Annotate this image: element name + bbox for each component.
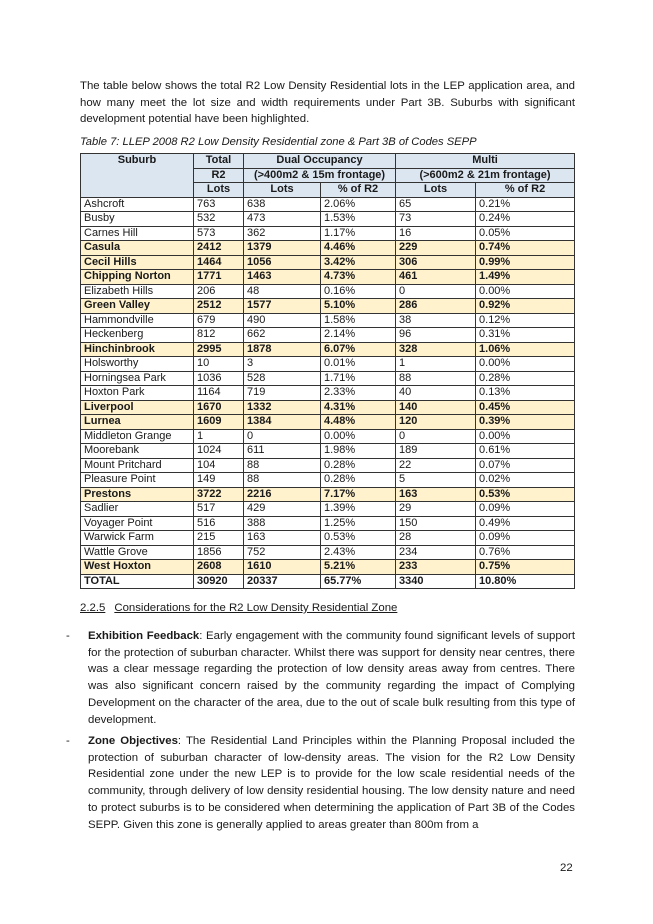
cell-suburb: Hinchinbrook	[81, 342, 194, 357]
r2-lots-table	[80, 153, 575, 589]
cell-dual-pct: 1.71%	[321, 371, 396, 386]
cell-suburb: Sadlier	[81, 502, 194, 517]
header-total-line1: Total	[194, 154, 244, 169]
cell-multi-lots: 29	[396, 502, 476, 517]
cell-dual-lots: 473	[244, 212, 321, 227]
cell-multi-pct: 0.45%	[476, 400, 575, 415]
cell-dual-lots: 1463	[244, 270, 321, 285]
cell-multi-pct: 0.61%	[476, 444, 575, 459]
cell-multi-lots: 16	[396, 226, 476, 241]
cell-dual-lots: 3	[244, 357, 321, 372]
cell-multi-lots: 150	[396, 516, 476, 531]
cell-multi-lots: 38	[396, 313, 476, 328]
table-row	[81, 226, 575, 241]
cell-dual-pct: 1.25%	[321, 516, 396, 531]
cell-dual-pct: 65.77%	[321, 574, 396, 589]
cell-dual-lots: 490	[244, 313, 321, 328]
cell-multi-pct: 0.92%	[476, 299, 575, 314]
cell-multi-lots: 229	[396, 241, 476, 256]
table-row	[81, 560, 575, 575]
cell-multi-pct: 0.12%	[476, 313, 575, 328]
cell-multi-lots: 88	[396, 371, 476, 386]
cell-dual-lots: 1610	[244, 560, 321, 575]
cell-suburb: Moorebank	[81, 444, 194, 459]
cell-multi-lots: 22	[396, 458, 476, 473]
cell-multi-pct: 0.07%	[476, 458, 575, 473]
cell-multi-lots: 163	[396, 487, 476, 502]
cell-dual-pct: 4.73%	[321, 270, 396, 285]
cell-dual-lots: 1332	[244, 400, 321, 415]
table-row	[81, 400, 575, 415]
cell-multi-lots: 5	[396, 473, 476, 488]
cell-dual-pct: 0.16%	[321, 284, 396, 299]
cell-total: 516	[194, 516, 244, 531]
header-dual-line1: Dual Occupancy	[244, 154, 396, 169]
table-row	[81, 342, 575, 357]
table-row	[81, 473, 575, 488]
cell-suburb: Cecil Hills	[81, 255, 194, 270]
cell-multi-pct: 0.00%	[476, 357, 575, 372]
cell-multi-lots: 96	[396, 328, 476, 343]
table-row	[81, 444, 575, 459]
table-row	[81, 299, 575, 314]
cell-dual-lots: 752	[244, 545, 321, 560]
cell-total: 679	[194, 313, 244, 328]
cell-dual-pct: 2.33%	[321, 386, 396, 401]
cell-multi-lots: 3340	[396, 574, 476, 589]
cell-suburb: Heckenberg	[81, 328, 194, 343]
header-total-line2: R2	[194, 168, 244, 183]
cell-dual-lots: 719	[244, 386, 321, 401]
cell-multi-lots: 328	[396, 342, 476, 357]
header-suburb: Suburb	[81, 154, 194, 198]
cell-total: 1856	[194, 545, 244, 560]
cell-total: 206	[194, 284, 244, 299]
cell-dual-pct: 2.43%	[321, 545, 396, 560]
exhibition-feedback-paragraph	[88, 628, 575, 728]
cell-suburb: Elizabeth Hills	[81, 284, 194, 299]
cell-suburb: Mount Pritchard	[81, 458, 194, 473]
cell-suburb: Pleasure Point	[81, 473, 194, 488]
header-dual-pct: % of R2	[321, 183, 396, 198]
cell-dual-pct: 0.53%	[321, 531, 396, 546]
cell-suburb: Wattle Grove	[81, 545, 194, 560]
cell-multi-pct: 0.31%	[476, 328, 575, 343]
cell-multi-lots: 65	[396, 197, 476, 212]
cell-suburb: Green Valley	[81, 299, 194, 314]
cell-dual-pct: 0.28%	[321, 473, 396, 488]
cell-dual-lots: 88	[244, 458, 321, 473]
cell-total: 1024	[194, 444, 244, 459]
cell-total: 104	[194, 458, 244, 473]
cell-dual-pct: 0.01%	[321, 357, 396, 372]
cell-dual-pct: 2.06%	[321, 197, 396, 212]
cell-suburb: Lurnea	[81, 415, 194, 430]
cell-dual-lots: 1384	[244, 415, 321, 430]
table-caption: Table 7: LLEP 2008 R2 Low Density Residential zone & Part 3B of Codes SEPP	[80, 136, 477, 148]
cell-dual-lots: 528	[244, 371, 321, 386]
total-row	[81, 574, 575, 589]
cell-multi-pct: 10.80%	[476, 574, 575, 589]
cell-dual-lots: 1379	[244, 241, 321, 256]
cell-multi-lots: 189	[396, 444, 476, 459]
cell-dual-pct: 1.58%	[321, 313, 396, 328]
cell-dual-lots: 0	[244, 429, 321, 444]
cell-dual-lots: 20337	[244, 574, 321, 589]
cell-suburb: Warwick Farm	[81, 531, 194, 546]
cell-total: 30920	[194, 574, 244, 589]
cell-dual-pct: 4.31%	[321, 400, 396, 415]
cell-total: 812	[194, 328, 244, 343]
cell-dual-pct: 4.46%	[321, 241, 396, 256]
cell-total: 215	[194, 531, 244, 546]
section-title: Considerations for the R2 Low Density Residential Zone	[114, 602, 398, 614]
cell-multi-pct: 0.76%	[476, 545, 575, 560]
cell-dual-pct: 5.10%	[321, 299, 396, 314]
cell-multi-pct: 1.49%	[476, 270, 575, 285]
cell-multi-lots: 234	[396, 545, 476, 560]
cell-multi-lots: 73	[396, 212, 476, 227]
cell-dual-pct: 0.28%	[321, 458, 396, 473]
cell-total: 573	[194, 226, 244, 241]
page-number: 22	[560, 862, 573, 874]
table-row	[81, 502, 575, 517]
cell-suburb: Prestons	[81, 487, 194, 502]
cell-suburb: Casula	[81, 241, 194, 256]
table-row	[81, 429, 575, 444]
cell-multi-pct: 0.00%	[476, 429, 575, 444]
cell-suburb: Horningsea Park	[81, 371, 194, 386]
zone-objectives-paragraph	[88, 733, 575, 833]
bullet-label: Exhibition Feedback	[88, 630, 200, 642]
header-dual-lots: Lots	[244, 183, 321, 198]
cell-suburb: Carnes Hill	[81, 226, 194, 241]
cell-total: 763	[194, 197, 244, 212]
cell-multi-lots: 40	[396, 386, 476, 401]
cell-total: 1670	[194, 400, 244, 415]
cell-dual-lots: 662	[244, 328, 321, 343]
cell-dual-lots: 1056	[244, 255, 321, 270]
cell-total: 2995	[194, 342, 244, 357]
cell-multi-pct: 0.53%	[476, 487, 575, 502]
cell-multi-lots: 286	[396, 299, 476, 314]
cell-dual-lots: 638	[244, 197, 321, 212]
cell-suburb: Voyager Point	[81, 516, 194, 531]
cell-multi-pct: 0.13%	[476, 386, 575, 401]
header-multi-line2: (>600m2 & 21m frontage)	[396, 168, 575, 183]
cell-total: 3722	[194, 487, 244, 502]
table-row	[81, 415, 575, 430]
cell-total: 10	[194, 357, 244, 372]
cell-total: 1036	[194, 371, 244, 386]
header-multi-line1: Multi	[396, 154, 575, 169]
cell-total: 2412	[194, 241, 244, 256]
cell-total: 1609	[194, 415, 244, 430]
section-number: 2.2.5	[80, 602, 106, 614]
cell-multi-pct: 0.02%	[476, 473, 575, 488]
cell-multi-pct: 0.49%	[476, 516, 575, 531]
cell-dual-pct: 5.21%	[321, 560, 396, 575]
table-row	[81, 270, 575, 285]
table-row	[81, 328, 575, 343]
header-multi-pct: % of R2	[476, 183, 575, 198]
cell-suburb: Busby	[81, 212, 194, 227]
cell-multi-pct: 0.28%	[476, 371, 575, 386]
cell-multi-lots: 306	[396, 255, 476, 270]
cell-dual-pct: 1.98%	[321, 444, 396, 459]
cell-suburb: Holsworthy	[81, 357, 194, 372]
cell-multi-pct: 0.09%	[476, 531, 575, 546]
bullet-marker: -	[66, 735, 70, 747]
cell-dual-pct: 1.53%	[321, 212, 396, 227]
cell-dual-pct: 1.39%	[321, 502, 396, 517]
cell-total: 2512	[194, 299, 244, 314]
intro-paragraph: The table below shows the total R2 Low Density Residential lots in the LEP application area, and how many meet the lot size and width requirements under Part 3B. Suburbs with significant development potential have been highlighted.	[80, 80, 575, 125]
cell-dual-lots: 429	[244, 502, 321, 517]
cell-multi-pct: 0.00%	[476, 284, 575, 299]
cell-dual-pct: 6.07%	[321, 342, 396, 357]
cell-suburb: Hammondville	[81, 313, 194, 328]
cell-multi-pct: 0.24%	[476, 212, 575, 227]
cell-multi-pct: 1.06%	[476, 342, 575, 357]
cell-suburb: West Hoxton	[81, 560, 194, 575]
cell-dual-pct: 2.14%	[321, 328, 396, 343]
cell-dual-pct: 4.48%	[321, 415, 396, 430]
cell-dual-lots: 1577	[244, 299, 321, 314]
cell-total: 1771	[194, 270, 244, 285]
cell-suburb: Chipping Norton	[81, 270, 194, 285]
cell-multi-pct: 0.05%	[476, 226, 575, 241]
cell-multi-pct: 0.74%	[476, 241, 575, 256]
table-row	[81, 371, 575, 386]
header-dual-line2: (>400m2 & 15m frontage)	[244, 168, 396, 183]
cell-dual-lots: 2216	[244, 487, 321, 502]
cell-suburb: Middleton Grange	[81, 429, 194, 444]
cell-dual-pct: 1.17%	[321, 226, 396, 241]
cell-total: 2608	[194, 560, 244, 575]
cell-dual-lots: 48	[244, 284, 321, 299]
cell-total: 1464	[194, 255, 244, 270]
cell-dual-lots: 388	[244, 516, 321, 531]
table-row	[81, 516, 575, 531]
cell-suburb: Liverpool	[81, 400, 194, 415]
cell-multi-lots: 28	[396, 531, 476, 546]
cell-dual-pct: 0.00%	[321, 429, 396, 444]
cell-suburb: Ashcroft	[81, 197, 194, 212]
cell-multi-lots: 461	[396, 270, 476, 285]
cell-multi-pct: 0.75%	[476, 560, 575, 575]
cell-total: 532	[194, 212, 244, 227]
bullet-marker: -	[66, 630, 70, 642]
cell-dual-lots: 1878	[244, 342, 321, 357]
header-multi-lots: Lots	[396, 183, 476, 198]
table-row	[81, 357, 575, 372]
table-row	[81, 284, 575, 299]
cell-suburb: TOTAL	[81, 574, 194, 589]
bullet-label: Zone Objectives	[88, 735, 178, 747]
cell-multi-lots: 0	[396, 429, 476, 444]
cell-multi-lots: 0	[396, 284, 476, 299]
table-row	[81, 197, 575, 212]
bullet-text: : The Residential Land Principles within the Planning Proposal included the protection of suburban character of low-density areas. The vision for the R2 Low Density Residential zone under the new LEP is to provide for the low scale residential needs of the community, through delivery of low density residential housing. The low density nature and need to protect suburbs is to be considered when determining the application of Part 3B of the Codes SEPP. Given this zone is generally applied to areas greater than 800m from a	[88, 735, 575, 831]
table-row	[81, 545, 575, 560]
table-row	[81, 531, 575, 546]
bullet-text: : Early engagement with the community found significant levels of support for the protection of suburban character. Whilst there was support for density near centres, there was a clear message regarding the protection of low density areas away from centres. There was also significant concern raised by the community regarding the impact of Complying Development on the character of the area, due to the out of scale bulk resulting from this type of development.	[88, 630, 576, 726]
header-total-line3: Lots	[194, 183, 244, 198]
cell-dual-lots: 611	[244, 444, 321, 459]
cell-dual-lots: 88	[244, 473, 321, 488]
cell-multi-lots: 120	[396, 415, 476, 430]
cell-multi-lots: 233	[396, 560, 476, 575]
cell-total: 1164	[194, 386, 244, 401]
cell-dual-lots: 362	[244, 226, 321, 241]
cell-multi-lots: 140	[396, 400, 476, 415]
section-heading	[80, 602, 397, 614]
table-row	[81, 487, 575, 502]
table-row	[81, 241, 575, 256]
cell-multi-pct: 0.21%	[476, 197, 575, 212]
table-row	[81, 313, 575, 328]
table-row	[81, 212, 575, 227]
cell-multi-lots: 1	[396, 357, 476, 372]
table-row	[81, 458, 575, 473]
table-body	[81, 197, 575, 589]
cell-dual-pct: 7.17%	[321, 487, 396, 502]
table-row	[81, 255, 575, 270]
cell-total: 149	[194, 473, 244, 488]
cell-multi-pct: 0.39%	[476, 415, 575, 430]
cell-total: 517	[194, 502, 244, 517]
cell-multi-pct: 0.09%	[476, 502, 575, 517]
cell-dual-lots: 163	[244, 531, 321, 546]
cell-suburb: Hoxton Park	[81, 386, 194, 401]
cell-total: 1	[194, 429, 244, 444]
table-row	[81, 386, 575, 401]
cell-dual-pct: 3.42%	[321, 255, 396, 270]
cell-multi-pct: 0.99%	[476, 255, 575, 270]
